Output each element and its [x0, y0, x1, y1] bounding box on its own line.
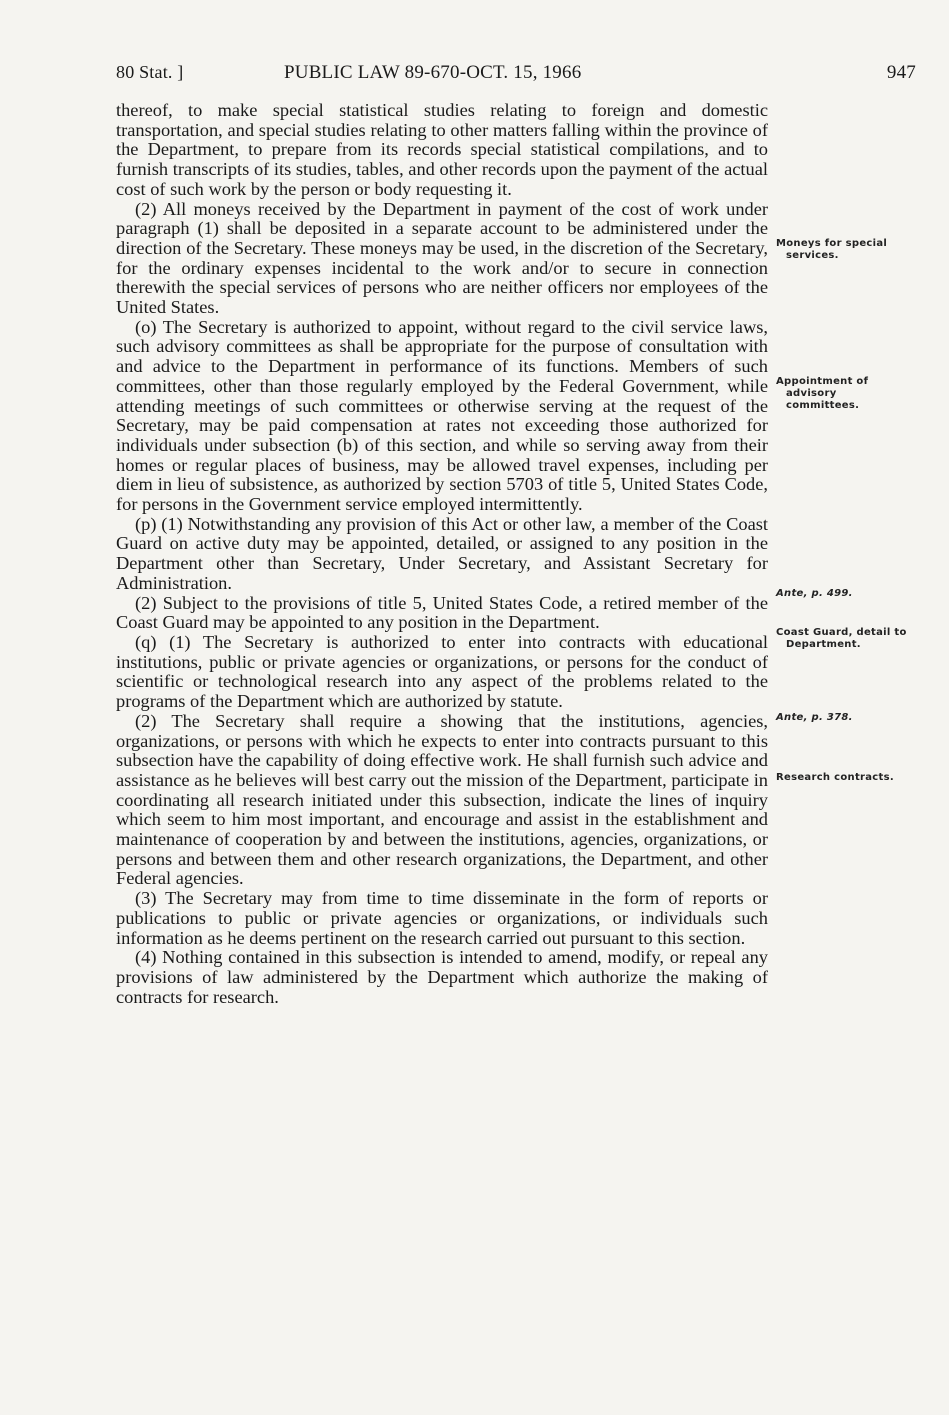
margin-note-moneys: Moneys for special services. [776, 238, 888, 261]
paragraph-o-advisory-committees: (o) The Secretary is authorized to appoint, without regard to the civil service laws, such advisory committees as shall be appropriate for the purpose of consultation with and advice to the Department in performance of its functions. Members of such committees, other than those regularly employed by the Federal Government, while attending meetings of such committees or otherwise serving at the request of the Secretary, may be paid compensation at rates not exceeding those authorized for individuals under subsection (b) of this section, and while so serving away from their homes or regular places of business, may be allowed travel expenses, including per diem in lieu of subsistence, as authorized by section 5703 of title 5, United States Code, for persons in the Government service employed intermittently. [116, 316, 768, 515]
paragraph-q1-research-contracts: (q) (1) The Secretary is authorized to enter into contracts with educational institutions, public or private agencies or organizations, or persons for the conduct of scientific or technological research into any aspect of the problems related to the programs of the Department which are authorized by statute. [116, 631, 768, 712]
paragraph-p1-coast-guard: (p) (1) Notwithstanding any provision of this Act or other law, a member of the Coast Guard on active duty may be appointed, detailed, or assigned to any position in the Department other than Secretary, Under Secretary, and Assistant Secretary for Administration. [116, 513, 768, 593]
margin-note-research: Research contracts. [776, 772, 894, 783]
margin-note-ante-378: Ante, p. 378. [776, 712, 853, 723]
paragraph-n2-moneys: (2) All moneys received by the Department in payment of the cost of work under paragraph (1) shall be deposited in a separate account to be administered under the direction of the Secretary. These moneys may be used, in the discretion of the Secretary, for the ordinary expenses incidental to the work and/or to secure in connection therewith the special services of persons who are neither officers nor employees of the United States. [116, 198, 768, 318]
page-number: 947 [886, 62, 916, 83]
margin-note-appointment: Appointment of advisory committees. [776, 376, 869, 411]
paragraph-p2-retired-member: (2) Subject to the provisions of title 5, United States Code, a retired member of the Coast Guard may be appointed to any position in the Department. [116, 592, 768, 633]
paragraph-q4-nothing-contained: (4) Nothing contained in this subsection is intended to amend, modify, or repeal any provisions of law administered by the Department which authorize the making of contracts for research. [116, 947, 768, 1007]
paragraph-q2-showing: (2) The Secretary shall require a showing that the institutions, agencies, organizations, or persons with which he expects to enter into contracts pursuant to this subsection have the capability of doing effective work. He shall furnish such advice and assistance as he believes will best carry out the mission of the Department, participate in coordinating all research initiated under this subsection, indicate the lines of inquiry which seem to him most important, and encourage and assist in the establishment and maintenance of cooperation by and between the institutions, agencies, organizations, or persons and between them and other research organizations, the Department, and other Federal agencies. [116, 710, 768, 889]
body-text [116, 101, 768, 1007]
paragraph-q3-dissemination: (3) The Secretary may from time to time disseminate in the form of reports or publications to public or private agencies or organizations, or individuals such information as he deems pertinent on the research carried out pursuant to this section. [116, 888, 768, 948]
page-header [116, 62, 916, 86]
margin-note-coast-guard: Coast Guard, detail to Department. [776, 627, 907, 650]
margin-note-ante-499: Ante, p. 499. [776, 588, 853, 599]
statute-reference: 80 Stat. ] [116, 62, 184, 82]
paragraph-continuation: thereof, to make special statistical studies relating to foreign and domestic transportation, and special studies relating to other matters falling within the province of the Department, to prepare from its records special statistical compilations, and to furnish transcripts of its studies, tables, and other records upon the payment of the actual cost of such work by the person or body requesting it. [116, 100, 768, 199]
law-title: PUBLIC LAW 89-670-OCT. 15, 1966 [284, 62, 582, 83]
